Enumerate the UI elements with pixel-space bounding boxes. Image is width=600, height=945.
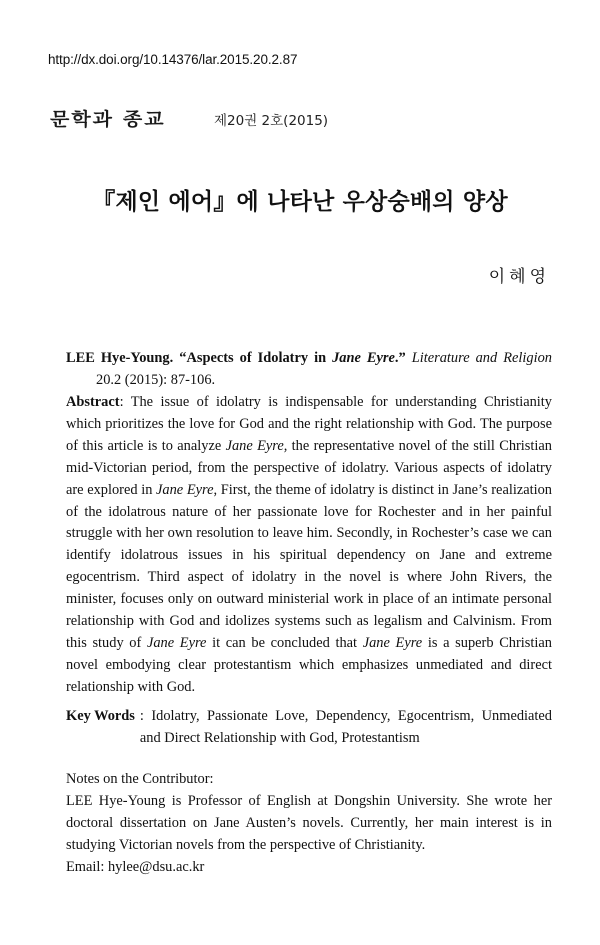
contributor-notes bbox=[66, 769, 552, 879]
doi-link[interactable]: http://dx.doi.org/10.14376/lar.2015.20.2.87 bbox=[48, 52, 298, 67]
keywords-label: Key Words bbox=[66, 708, 135, 724]
author-name: 이혜영 bbox=[488, 267, 550, 287]
citation bbox=[66, 348, 552, 392]
citation-volume: 20.2 (2015): 87-106. bbox=[96, 371, 216, 388]
abstract-label: Abstract bbox=[66, 394, 120, 410]
abstract: Abstract: The issue of idolatry is indispensable for understanding Christianity which prioritizes the love for God and the right relationship with God. The purpose of this article is to analyze Jane Eyre, the representative novel of the still Christian mid-Victorian period, from the perspective of idolatry. Various aspects of idolatry are explored in Jane Eyre, First, the theme of idolatry is distinct in Jane’s realization of the idolatrous nature of her passionate love for Rochester and in her painful struggle with her own resolution to leave him. Secondly, in Rochester’s case we can identify idolatrous issues in his spiritual dependency on Jane and extreme egocentrism. Third aspect of idolatry in the novel is where John Rivers, the minister, focuses only on outward ministerial work in place of an intimate personal relationship with God and idolizes systems such as legalism and Calvinism. From this study of Jane Eyre it can be concluded that Jane Eyre is a superb Christian novel embodying clear protestantism which emphasizes unmediated and direct relationship with God. bbox=[66, 394, 552, 695]
journal-logo: 문학과 종교 bbox=[50, 107, 166, 130]
citation-journal: Literature and Religion bbox=[411, 350, 552, 366]
journal-issue: 제20권 2호(2015) bbox=[214, 113, 329, 129]
notes-heading: Notes on the Contributor: bbox=[66, 771, 214, 787]
journal-header bbox=[50, 103, 550, 133]
keywords bbox=[66, 706, 552, 750]
notes-body: LEE Hye-Young is Professor of English at Dongshin University. She wrote her doctoral dissertation on Jane Austen’s novels. Currently, her main interest is in studying Victorian novels from the perspective of Christianity. bbox=[66, 792, 552, 853]
article-title: 『제인 에어』에 나타난 우상숭배의 양상 bbox=[92, 189, 508, 215]
citation-authors: LEE Hye-Young. bbox=[66, 350, 174, 366]
citation-title: “Aspects of Idolatry in Jane Eyre.” bbox=[179, 350, 406, 366]
author-email[interactable]: Email: hylee@dsu.ac.kr bbox=[66, 858, 205, 875]
keywords-text: : Idolatry, Passionate Love, Dependency, Egocentrism, Unmediated and Direct Relationship with God, Protestantism bbox=[139, 708, 552, 746]
